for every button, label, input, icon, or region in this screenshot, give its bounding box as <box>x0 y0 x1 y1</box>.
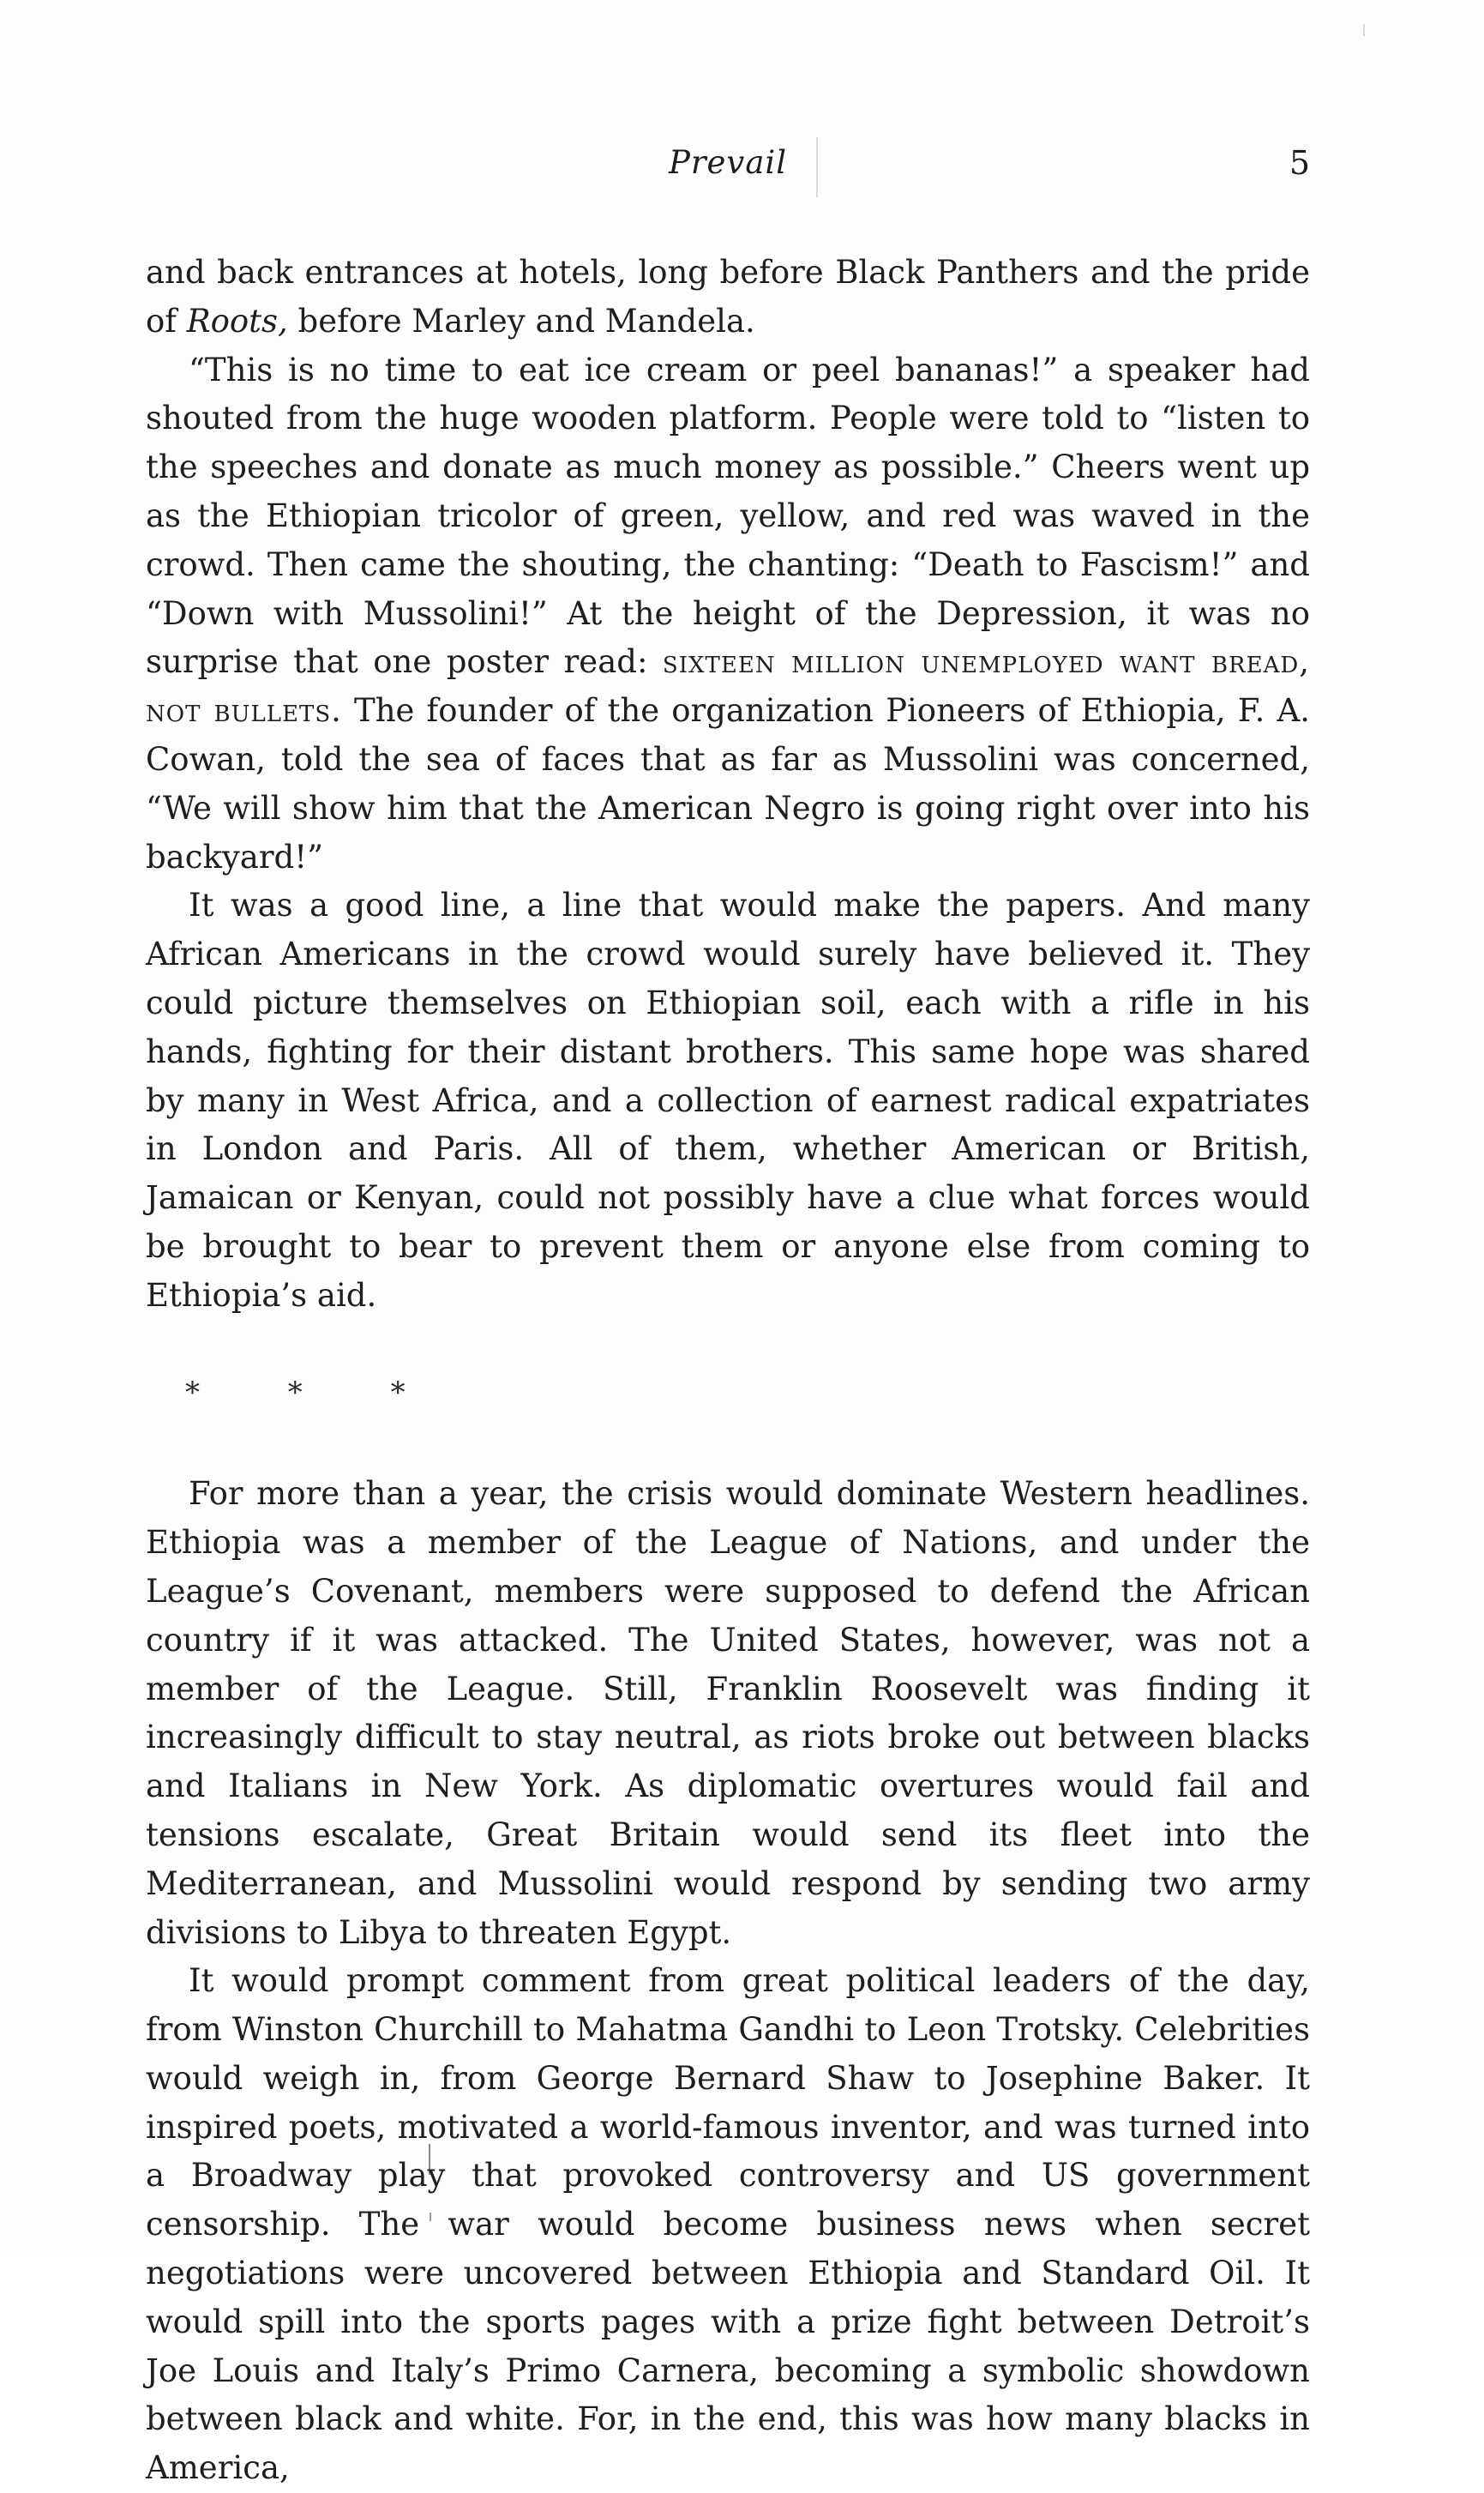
running-head <box>146 144 1310 187</box>
scan-artifact-line <box>1363 24 1365 36</box>
paragraph: It would prompt comment from great political leaders of the day, from Winston Churchill to Mahatma Gandhi to Leon Trotsky. Celebrities would weigh in, from George Bernard Shaw to Josephine Baker. It inspired poets, motivated a world-famous inventor, and was turned into a Broadway play that provoked controversy and US government censorship. The war would become business news when secret negotiations were uncovered between Ethiopia and Standard Oil. It would spill into the sports pages with a prize fight between Detroit’s Joe Louis and Italy’s Primo Carnera, becoming a symbolic showdown between black and white. For, in the end, this was how many blacks in America, <box>146 1962 1310 2487</box>
section-break-ornament: * * * <box>185 1375 445 1410</box>
paragraph: and back entrances at hotels, long before Black Panthers and the pride of Roots, before Marley and Mandela. <box>146 254 1310 340</box>
paragraph: “This is no time to eat ice cream or peel bananas!” a speaker had shouted from the huge wooden platform. People were told to “listen to the speeches and donate as much money as possible.” Cheers went up as the Ethiopian tricolor of green, yellow, and red was waved in the crowd. Then came the shouting, the chanting: “Death to Fascism!” and “Down with Mussolini!” At the height of the Depression, it was no surprise that one poster read: sixteen million unemployed want bread, not bullets. The founder of the organization Pioneers of Ethiopia, F. A. Cowan, told the sea of faces that as far as Mussolini was concerned, “We will show him that the American Negro is going right over into his backyard!” <box>146 351 1310 876</box>
paragraph: It was a good line, a line that would make the papers. And many African Americans in the crowd would surely have believed it. They could picture themselves on Ethiopian soil, each with a rifle in his hands, fighting for their distant brothers. This same hope was shared by many in West Africa, and a collection of earnest radical expatriates in London and Paris. All of them, whether American or British, Jamaican or Kenyan, could not possibly have a clue what forces would be brought to bear to prevent them or anyone else from coming to Ethiopia’s aid. <box>146 887 1310 1314</box>
running-head-title: Prevail <box>668 144 788 181</box>
paragraph: For more than a year, the crisis would dominate Western headlines. Ethiopia was a member of the League of Nations, and under the League’s Covenant, members were supposed to defend the African country if it was attacked. The United States, however, was not a member of the League. Still, Franklin Roosevelt was finding it increasingly difficult to stay neutral, as riots broke out between blacks and Italians in New York. As diplomatic overtures would fail and tensions escalate, Great Britain would send its fleet into the Mediterranean, and Mussolini would respond by sending two army divisions to Libya to threaten Egypt. <box>146 1475 1310 1951</box>
poster-text: sixteen million unemployed want bread, not bullets. <box>146 643 1310 730</box>
page-number: 5 <box>1289 144 1310 182</box>
body-text <box>146 249 1310 2493</box>
book-title-roots: Roots, <box>186 302 288 340</box>
